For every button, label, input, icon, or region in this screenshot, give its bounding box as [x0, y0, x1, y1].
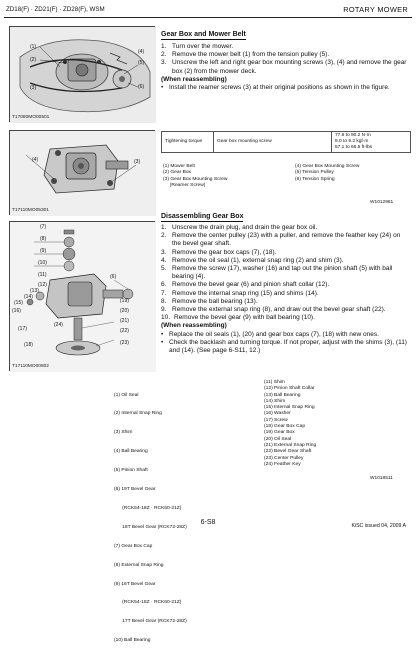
exploded-view-figure — [9, 221, 155, 371]
callout-8: (8) — [40, 236, 47, 242]
torque-value-nm: 77.6 to 90.2 N·m — [335, 133, 371, 138]
legend-item: (23) Center Pulley — [264, 455, 304, 461]
figure-caption: T17080MO00501 — [12, 115, 50, 120]
parts-legend-left — [163, 164, 227, 189]
callout-18: (18) — [24, 342, 33, 348]
legend-item: (1) Mower Belt — [163, 164, 195, 169]
step-item — [161, 257, 411, 265]
callout-21: (21) — [120, 318, 129, 324]
torque-item: Gear box mounting screw — [214, 132, 332, 153]
legend-item: (15) Internal Snap Ring — [264, 405, 315, 411]
callout-5: (5) — [138, 60, 145, 66]
legend-item: (14) Shim — [264, 398, 286, 404]
legend-item: (4) Ball Bearing — [114, 449, 148, 455]
step-item — [161, 306, 411, 314]
reassembling-note — [161, 339, 411, 355]
disassembling-gear-box-heading: Disassembling Gear Box — [161, 213, 244, 220]
step-number: 2. — [161, 232, 167, 240]
callout-12: (12) — [38, 282, 47, 288]
legend-item: (7) Gear Box Cap — [114, 543, 153, 549]
legend-item: (RCK54-18Z · RCK60-21Z) — [114, 505, 182, 511]
note-text: Check the backlash and turning torque. If not proper, adjust with the shims (3), (11) and (14). (See page 6-S11, 12.) — [169, 338, 407, 355]
reassembling-label: (When reassembling) — [161, 322, 227, 330]
step-item — [161, 232, 411, 248]
gear-box-mower-belt-heading: Gear Box and Mower Belt — [161, 31, 246, 38]
callout-15: (15) — [14, 300, 23, 306]
callout-6: (6) — [138, 84, 145, 90]
step-text: Remove the ball bearing (13). — [172, 297, 258, 305]
legend-item: (17) Screw — [264, 417, 288, 423]
legend-item: 18T Bevel Gear (RCK72-28Z) — [114, 524, 187, 530]
step-text: Turn over the mower. — [172, 43, 234, 50]
step-item — [161, 51, 411, 59]
disassembly-steps — [161, 224, 411, 355]
reassembling-label: (When reassembling) — [161, 75, 227, 83]
step-item — [161, 314, 411, 322]
torque-value-ftlbs: 57.1 to 66.5 ft-lbs — [335, 145, 373, 150]
note-text: Install the reamer screws (3) at their original positions as shown in the figure. — [169, 84, 390, 92]
callout-2: (2) — [30, 57, 37, 63]
legend-item: (20) Oil Seal — [264, 436, 292, 442]
callout-17: (17) — [18, 326, 27, 332]
step-number: 3. — [161, 59, 167, 67]
step-item — [161, 43, 411, 51]
step-item — [161, 290, 411, 298]
step-text: Remove the oil seal (1), external snap ring (2) and shim (3). — [172, 256, 344, 264]
figure-caption: T17110MO05301 — [12, 208, 49, 213]
manual-models: ZD18(F) · ZD21(F) · ZD28(F), WSM — [6, 6, 105, 13]
legend-item: 17T Bevel Gear (RCK72-28Z) — [114, 619, 187, 625]
callout-3: (3) — [30, 85, 37, 91]
callout-7: (7) — [40, 224, 47, 230]
legend-item: (2) Internal Snap Ring — [114, 411, 162, 417]
step-item — [161, 59, 411, 75]
mower-deck-illustration — [10, 27, 156, 123]
callout-24: (24) — [54, 322, 63, 328]
step-text: Remove the bevel gear (9) with ball bearing (10). — [174, 314, 315, 322]
step-number: 8. — [161, 297, 167, 305]
step-number: 9. — [161, 306, 167, 314]
document-code: W1018511 — [370, 476, 393, 481]
step-text: Remove the mower belt (1) from the tension pulley (5). — [172, 51, 330, 59]
step-number: 10. — [161, 314, 171, 322]
callout-11: (11) — [38, 272, 47, 278]
mower-deck-figure — [9, 26, 155, 122]
legend-item: (22) Bevel Gear Shaft — [264, 449, 312, 455]
callout-3: (3) — [134, 159, 141, 165]
legend-item: (18) Gear Box Cap — [264, 424, 306, 430]
callout-20: (20) — [120, 308, 129, 314]
step-item — [161, 224, 411, 232]
step-item — [161, 265, 411, 281]
gear-box-removal-steps — [161, 43, 411, 92]
reassembling-note — [161, 331, 411, 339]
step-text: Remove the screw (17), washer (16) and tap out the pinion shaft (5) with ball bearing (4). — [172, 265, 393, 281]
legend-item: (8) External Snap Ring — [114, 562, 164, 568]
callout-4: (4) — [138, 49, 145, 55]
legend-item: (11) Shim — [264, 380, 285, 385]
legend-item: (16) Washer — [264, 411, 291, 417]
step-text: Remove the gear box caps (7), (18). — [172, 248, 277, 256]
gear-box-figure — [9, 130, 155, 215]
legend-item: (RCK54-18Z · RCK60-21Z) — [114, 600, 182, 606]
legend-item: (9) 16T Bevel Gear — [114, 581, 156, 587]
step-number: 1. — [161, 43, 167, 50]
legend-item: (1) Oil Seal — [114, 392, 139, 398]
step-item — [161, 281, 411, 289]
step-number: 1. — [161, 224, 167, 231]
legend-item: (12) Pinion Shaft Collar — [264, 386, 315, 392]
legend-item: (2) Gear Box — [163, 170, 191, 176]
gear-box-illustration — [10, 131, 156, 216]
legend-item: (4) Gear Box Mounting Screw — [295, 164, 360, 169]
bullet: • — [161, 338, 164, 346]
step-text: Unscrew the left and right gear box mounting screws (3), (4) and remove the gear box (2) from the mower deck. — [172, 59, 407, 75]
legend-item: (6) 19T Bevel Gear — [114, 487, 156, 493]
legend-item: (5) Tension Pulley — [295, 170, 334, 176]
callout-4: (4) — [32, 157, 39, 163]
step-text: Remove the center pulley (23) with a puller, and remove the feather key (24) on the bevel gear shaft. — [172, 232, 401, 248]
callout-19: (19) — [120, 298, 129, 304]
torque-values — [332, 132, 411, 153]
header-divider — [4, 17, 412, 18]
legend-item: (13) Ball Bearing — [264, 392, 301, 398]
parts-legend-left — [114, 380, 187, 651]
callout-13: (13) — [30, 288, 39, 294]
step-item — [161, 249, 411, 257]
callout-14: (14) — [24, 294, 33, 300]
step-number: 6. — [161, 281, 167, 289]
callout-10: (10) — [38, 260, 47, 266]
document-code: W1012961 — [370, 200, 394, 205]
legend-item: (19) Gear Box — [264, 430, 295, 436]
step-item — [161, 298, 411, 306]
step-number: 3. — [161, 248, 167, 256]
legend-item: (6) Tension Spring — [295, 176, 335, 182]
callout-1: (1) — [30, 44, 37, 50]
reassembling-note — [161, 84, 411, 92]
step-text: Remove the internal snap ring (15) and shims (14). — [172, 289, 319, 297]
step-text: Unscrew the drain plug, and drain the gear box oil. — [172, 224, 318, 231]
torque-value-kgf: 8.0 to 9.2 kgf·m — [335, 139, 369, 144]
callout-9: (9) — [40, 248, 47, 254]
step-number: 5. — [161, 265, 167, 273]
legend-item: (Reamer Screw) — [163, 182, 206, 188]
figure-caption: T17110MO00802 — [12, 364, 49, 369]
parts-legend-right — [295, 164, 359, 183]
torque-label: Tightening torque — [162, 132, 214, 153]
legend-item: (24) Feather Key — [264, 461, 301, 467]
issue-info: KiSC issued 04, 2009 A — [351, 523, 406, 529]
step-number: 2. — [161, 51, 167, 59]
page-number: 6-S8 — [200, 519, 216, 526]
step-number: 7. — [161, 289, 167, 297]
section-title: ROTARY MOWER — [343, 5, 408, 14]
step-text: Remove the bevel gear (6) and pinion shaft collar (12). — [172, 281, 330, 289]
legend-item: (3) Gear Box Mounting Screw — [163, 176, 228, 182]
legend-item: (3) Shim — [114, 430, 133, 436]
parts-legend-right — [264, 380, 316, 468]
legend-item: (10) Ball Bearing — [114, 638, 151, 644]
bullet: • — [161, 330, 164, 338]
torque-spec-table — [161, 131, 411, 153]
legend-item: (5) Pinion Shaft — [114, 468, 148, 474]
bullet: • — [161, 84, 164, 92]
callout-23: (23) — [120, 340, 129, 346]
callout-16: (16) — [12, 308, 21, 314]
note-text: Replace the oil seals (1), (20) and gear box caps (7), (18) with new ones. — [169, 330, 379, 338]
callout-22: (22) — [120, 328, 129, 334]
legend-item: (21) External Snap Ring — [264, 442, 317, 448]
callout-6: (6) — [110, 274, 117, 280]
step-text: Remove the external snap ring (8), and draw out the bevel gear shaft (22). — [172, 306, 386, 314]
step-number: 4. — [161, 256, 167, 264]
